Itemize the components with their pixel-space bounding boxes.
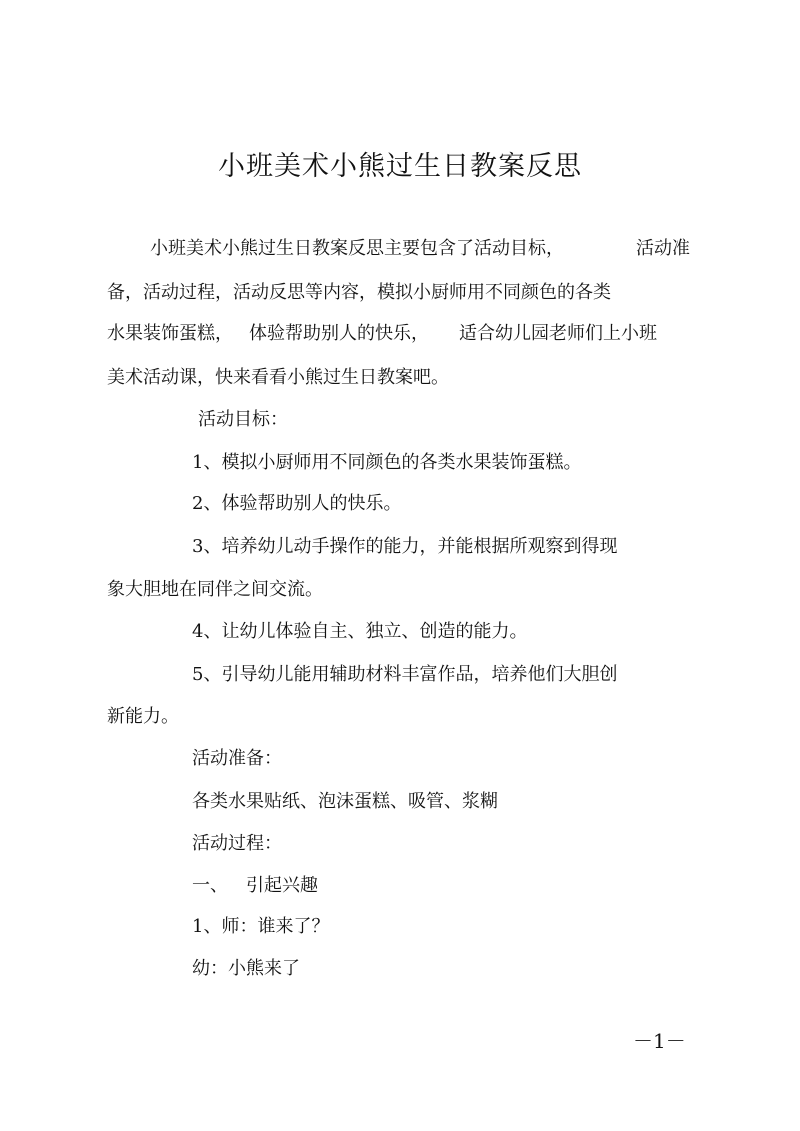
intro-line-4: 美术活动课，快来看看小熊过生日教案吧。 <box>107 367 449 388</box>
intro-line-3c: 适合幼儿园老师们上小班 <box>459 323 657 344</box>
intro-line-1b: 活动准 <box>636 238 690 259</box>
preparation-heading: 活动准备： <box>192 748 282 769</box>
intro-line-2: 备，活动过程，活动反思等内容，模拟小厨师用不同颜色的各类 <box>107 282 611 303</box>
preparation-materials: 各类水果贴纸、泡沫蛋糕、吸管、浆糊 <box>192 791 498 812</box>
process-dialog-2: 幼：小熊来了 <box>192 958 300 979</box>
objective-item-3b: 象大胆地在同伴之间交流。 <box>107 579 323 600</box>
objective-item-3a: 3、培养幼儿动手操作的能力，并能根据所观察到得现 <box>192 536 618 557</box>
document-title: 小班美术小熊过生日教案反思 <box>218 151 582 182</box>
page-number: －1－ <box>633 1029 686 1053</box>
process-dialog-1: 1、师：谁来了？ <box>192 916 330 937</box>
objectives-heading: 活动目标： <box>198 409 288 430</box>
objective-item-1: 1、模拟小厨师用不同颜色的各类水果装饰蛋糕。 <box>192 452 582 473</box>
intro-line-1a: 小班美术小熊过生日教案反思主要包含了活动目标， <box>150 238 564 259</box>
objective-item-2: 2、体验帮助别人的快乐。 <box>192 493 402 514</box>
objective-item-4: 4、让幼儿体验自主、独立、创造的能力。 <box>192 621 528 642</box>
process-step-marker: 一、 <box>192 875 228 896</box>
objective-item-5a: 5、引导幼儿能用辅助材料丰富作品，培养他们大胆创 <box>192 664 618 685</box>
process-heading: 活动过程： <box>192 833 282 854</box>
process-step-label: 引起兴趣 <box>246 875 318 896</box>
objective-item-5b: 新能力。 <box>107 706 179 727</box>
intro-line-3b: 体验帮助别人的快乐， <box>249 323 429 344</box>
intro-line-3a: 水果装饰蛋糕， <box>107 323 233 344</box>
